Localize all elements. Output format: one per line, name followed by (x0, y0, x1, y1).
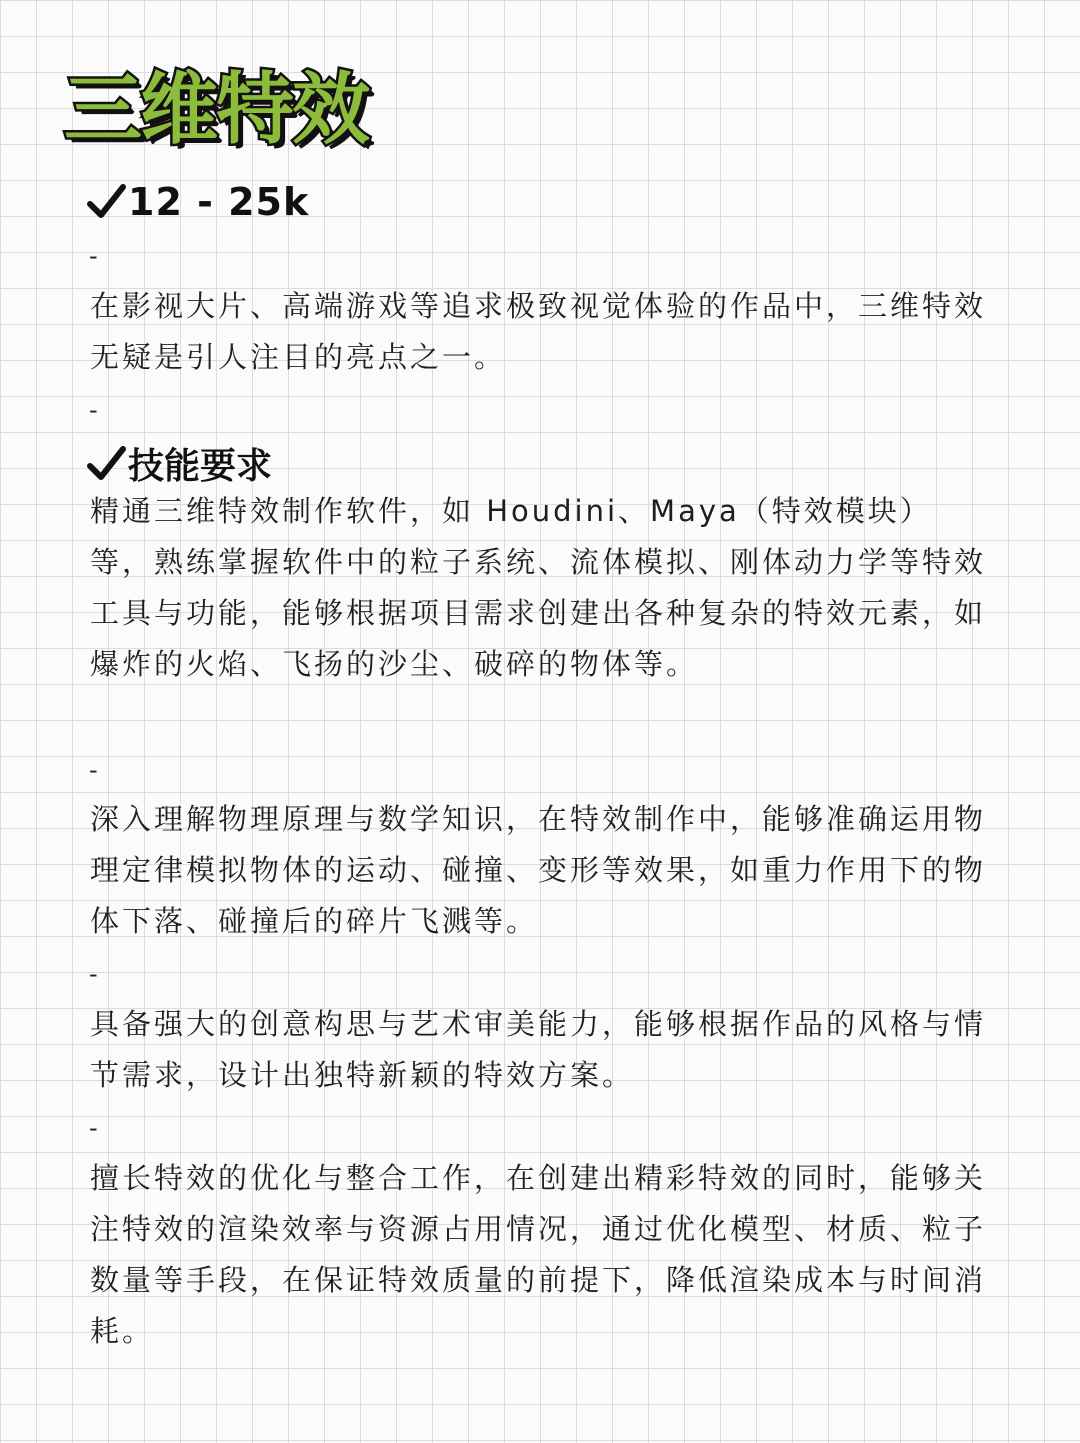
salary-heading (86, 180, 309, 224)
intro-paragraph: 在影视大片、高端游戏等追求极致视觉体验的作品中，三维特效无疑是引人注目的亮点之一。 (90, 289, 987, 374)
skill-item: 精通三维特效制作软件，如 Houdini、Maya（特效模块）等，熟练掌握软件中的粒子系统、流体模拟、刚体动力学等特效工具与功能，能够根据项目需求创建出各种复杂的特效元素，如爆炸的火焰、飞扬的沙尘、破碎的物体等。 (90, 494, 987, 681)
salary-range: 12 - 25k (128, 180, 310, 224)
separator: - (89, 1114, 98, 1142)
skill-item: 擅长特效的优化与整合工作，在创建出精彩特效的同时，能够关注特效的渲染效率与资源占用情况，通过优化模型、材质、粒子数量等手段，在保证特效质量的前提下，降低渲染成本与时间消耗。 (90, 1161, 987, 1348)
page-title: 三维特效 (64, 65, 369, 155)
checkmark-icon (86, 182, 126, 222)
skills-heading (86, 438, 272, 489)
separator: - (89, 396, 98, 424)
separator: - (89, 960, 98, 988)
separator: - (89, 756, 98, 784)
separator: - (89, 242, 98, 270)
skills-heading-label: 技能要求 (128, 446, 273, 487)
checkmark-icon (86, 444, 126, 484)
skill-item: 具备强大的创意构思与艺术审美能力，能够根据作品的风格与情节需求，设计出独特新颖的特效方案。 (90, 1007, 987, 1092)
skill-item: 深入理解物理原理与数学知识，在特效制作中，能够准确运用物理定律模拟物体的运动、碰撞、变形等效果，如重力作用下的物体下落、碰撞后的碎片飞溅等。 (90, 802, 987, 938)
